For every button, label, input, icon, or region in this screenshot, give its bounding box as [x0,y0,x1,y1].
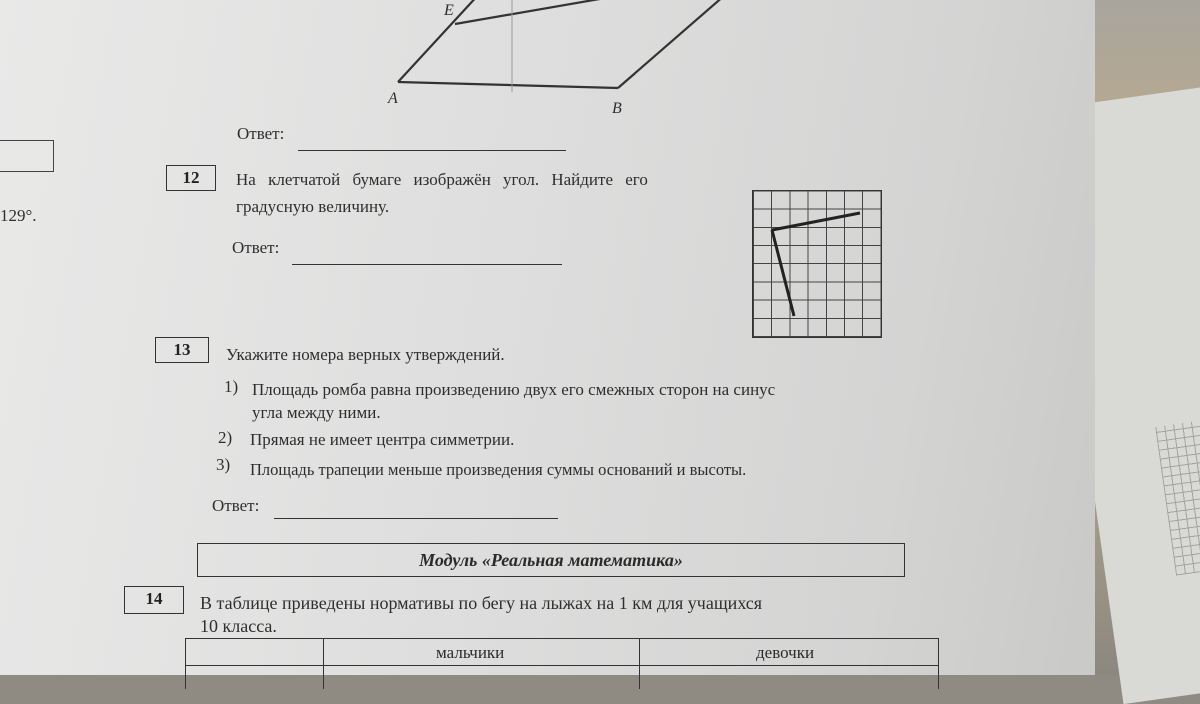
parallelogram-figure [380,0,740,100]
task12-line1: На клетчатой бумаге изображён угол. Найдите его [236,170,648,189]
answer-line-12[interactable] [292,264,562,265]
answer-line-13[interactable] [274,518,558,519]
angle-drawing [752,190,882,340]
task12-line2: градусную величину. [236,197,390,216]
margin-answer-box [0,140,54,172]
task-number-14: 14 [124,586,184,614]
norms-table [185,638,939,689]
table-row-divider [186,665,938,666]
answer-label-12: Ответ: [232,238,280,257]
vertex-label-b: B [612,100,622,117]
table-divider-1 [323,639,324,689]
task13-item2-number: 2) [218,428,233,447]
task13-item1-line1: Площадь ромба равна произведению двух его смежных сторон на синус [252,380,776,399]
task14-line2: 10 класса. [200,616,277,636]
figure-side-ab [398,82,618,88]
module-header: Модуль «Реальная математика» [197,543,905,577]
background-grid [1155,412,1200,576]
answer-line-11[interactable] [298,150,566,151]
figure-segment-e [455,0,640,24]
figure-side-right [618,0,725,88]
task13-item3-line1: Площадь трапеции меньше произведения суммы оснований и высоты. [250,460,747,479]
table-header-boys: мальчики [436,643,505,662]
task14-line1: В таблице приведены нормативы по бегу на лыжах на 1 км для учащихся [200,593,763,613]
angle-ray-upper [772,213,860,230]
vertex-label-e: E [444,2,454,19]
answer-label-11: Ответ: [237,124,285,143]
vertex-label-a: A [388,90,398,107]
task13-item2-line1: Прямая не имеет центра симметрии. [250,430,515,449]
task13-item1-line2: угла между ними. [252,403,381,422]
task-number-13: 13 [155,337,209,363]
task13-title: Укажите номера верных утверждений. [226,345,505,364]
angle-ray-lower [772,230,794,316]
table-header-girls: девочки [756,643,815,662]
task13-item3-number: 3) [216,455,231,474]
task13-item1-number: 1) [224,377,239,396]
answer-label-13: Ответ: [212,496,260,515]
table-divider-2 [639,639,640,689]
margin-value: 129°. [0,206,37,225]
task-number-12: 12 [166,165,216,191]
